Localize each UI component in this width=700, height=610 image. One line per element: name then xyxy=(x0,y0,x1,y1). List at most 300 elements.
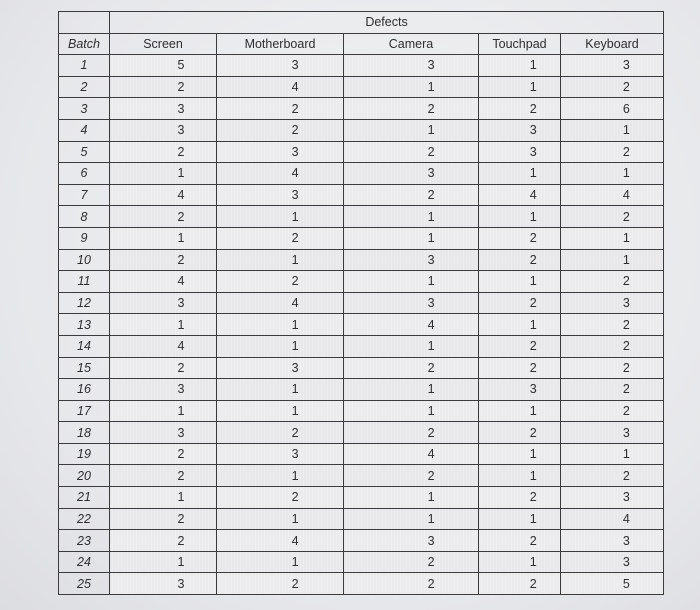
screen-cell xyxy=(110,530,217,552)
motherboard-value: 4 xyxy=(291,166,299,181)
motherboard-cell xyxy=(217,400,344,422)
camera-value: 1 xyxy=(427,490,435,505)
camera-cell xyxy=(344,422,479,444)
keyboard-value: 2 xyxy=(622,144,630,159)
keyboard-value: 3 xyxy=(622,533,630,548)
batch-cell: 23 xyxy=(59,530,110,552)
keyboard-value: 5 xyxy=(622,576,630,591)
camera-value: 1 xyxy=(427,274,435,289)
touchpad-value: 2 xyxy=(529,425,537,440)
camera-value: 3 xyxy=(427,252,435,267)
touchpad-value: 1 xyxy=(529,80,537,95)
screen-value: 3 xyxy=(177,425,185,440)
touchpad-cell xyxy=(479,314,561,336)
screen-cell xyxy=(110,271,217,293)
keyboard-value: 2 xyxy=(622,468,630,483)
camera-value: 3 xyxy=(427,58,435,73)
camera-cell xyxy=(344,76,479,98)
motherboard-value: 1 xyxy=(291,511,299,526)
motherboard-value: 2 xyxy=(291,490,299,505)
motherboard-cell xyxy=(217,314,344,336)
touchpad-cell xyxy=(479,357,561,379)
table-row xyxy=(59,422,664,444)
motherboard-value: 4 xyxy=(291,296,299,311)
table-row xyxy=(59,357,664,379)
motherboard-value: 1 xyxy=(291,468,299,483)
camera-value: 1 xyxy=(427,403,435,418)
screen-cell xyxy=(110,573,217,595)
keyboard-cell xyxy=(561,249,664,271)
motherboard-cell xyxy=(217,249,344,271)
motherboard-value: 3 xyxy=(291,447,299,462)
camera-cell xyxy=(344,227,479,249)
keyboard-cell xyxy=(561,422,664,444)
motherboard-cell xyxy=(217,508,344,530)
keyboard-value: 1 xyxy=(622,252,630,267)
table-row xyxy=(59,55,664,77)
camera-value: 2 xyxy=(427,468,435,483)
keyboard-cell xyxy=(561,551,664,573)
motherboard-cell xyxy=(217,551,344,573)
keyboard-value: 2 xyxy=(622,360,630,375)
touchpad-value: 2 xyxy=(529,339,537,354)
screen-value: 1 xyxy=(177,403,185,418)
keyboard-cell xyxy=(561,508,664,530)
screen-value: 2 xyxy=(177,511,185,526)
table-body xyxy=(59,55,664,595)
batch-cell: 10 xyxy=(59,249,110,271)
motherboard-value: 2 xyxy=(291,425,299,440)
table-row xyxy=(59,76,664,98)
touchpad-cell xyxy=(479,206,561,228)
motherboard-cell xyxy=(217,335,344,357)
table-row xyxy=(59,314,664,336)
column-header-screen: Screen xyxy=(110,33,217,55)
motherboard-value: 2 xyxy=(291,123,299,138)
screen-value: 2 xyxy=(177,447,185,462)
screen-cell xyxy=(110,443,217,465)
camera-value: 2 xyxy=(427,101,435,116)
motherboard-cell xyxy=(217,163,344,185)
keyboard-value: 4 xyxy=(622,511,630,526)
keyboard-cell xyxy=(561,163,664,185)
keyboard-value: 1 xyxy=(622,123,630,138)
keyboard-value: 2 xyxy=(622,317,630,332)
batch-cell: 12 xyxy=(59,292,110,314)
keyboard-cell xyxy=(561,379,664,401)
touchpad-value: 1 xyxy=(529,209,537,224)
motherboard-cell xyxy=(217,573,344,595)
touchpad-cell xyxy=(479,249,561,271)
keyboard-cell xyxy=(561,314,664,336)
keyboard-value: 4 xyxy=(622,188,630,203)
motherboard-value: 1 xyxy=(291,252,299,267)
camera-cell xyxy=(344,335,479,357)
screen-cell xyxy=(110,55,217,77)
camera-value: 1 xyxy=(427,339,435,354)
touchpad-value: 1 xyxy=(529,555,537,570)
screen-value: 2 xyxy=(177,360,185,375)
screen-cell xyxy=(110,163,217,185)
motherboard-cell xyxy=(217,379,344,401)
touchpad-cell xyxy=(479,141,561,163)
keyboard-cell xyxy=(561,119,664,141)
touchpad-cell xyxy=(479,379,561,401)
keyboard-value: 2 xyxy=(622,274,630,289)
table-row xyxy=(59,508,664,530)
screen-cell xyxy=(110,400,217,422)
motherboard-value: 1 xyxy=(291,382,299,397)
keyboard-value: 3 xyxy=(622,555,630,570)
screen-cell xyxy=(110,487,217,509)
motherboard-cell xyxy=(217,487,344,509)
motherboard-value: 1 xyxy=(291,339,299,354)
keyboard-cell xyxy=(561,184,664,206)
touchpad-cell xyxy=(479,292,561,314)
screen-cell xyxy=(110,508,217,530)
camera-value: 2 xyxy=(427,188,435,203)
group-header-row xyxy=(59,12,664,34)
camera-value: 2 xyxy=(427,576,435,591)
touchpad-value: 2 xyxy=(529,296,537,311)
camera-cell xyxy=(344,508,479,530)
screen-cell xyxy=(110,292,217,314)
batch-cell: 6 xyxy=(59,163,110,185)
screen-value: 1 xyxy=(177,555,185,570)
motherboard-cell xyxy=(217,292,344,314)
table-row xyxy=(59,400,664,422)
touchpad-value: 1 xyxy=(529,166,537,181)
camera-value: 4 xyxy=(427,447,435,462)
batch-cell: 21 xyxy=(59,487,110,509)
keyboard-cell xyxy=(561,55,664,77)
table-row xyxy=(59,119,664,141)
keyboard-cell xyxy=(561,206,664,228)
motherboard-cell xyxy=(217,55,344,77)
table-row xyxy=(59,443,664,465)
table-row xyxy=(59,292,664,314)
motherboard-value: 2 xyxy=(291,231,299,246)
batch-cell: 17 xyxy=(59,400,110,422)
screen-cell xyxy=(110,379,217,401)
camera-cell xyxy=(344,551,479,573)
motherboard-value: 3 xyxy=(291,360,299,375)
touchpad-cell xyxy=(479,119,561,141)
camera-cell xyxy=(344,400,479,422)
keyboard-value: 2 xyxy=(622,403,630,418)
batch-cell: 1 xyxy=(59,55,110,77)
camera-cell xyxy=(344,98,479,120)
motherboard-cell xyxy=(217,530,344,552)
touchpad-cell xyxy=(479,551,561,573)
screen-cell xyxy=(110,119,217,141)
defects-table xyxy=(58,11,664,595)
batch-cell: 9 xyxy=(59,227,110,249)
batch-cell: 20 xyxy=(59,465,110,487)
screen-value: 2 xyxy=(177,252,185,267)
camera-cell xyxy=(344,487,479,509)
screen-value: 2 xyxy=(177,468,185,483)
touchpad-value: 1 xyxy=(529,403,537,418)
keyboard-cell xyxy=(561,141,664,163)
camera-value: 3 xyxy=(427,166,435,181)
defects-group-header: Defects xyxy=(110,12,664,34)
screen-value: 1 xyxy=(177,231,185,246)
keyboard-cell xyxy=(561,400,664,422)
batch-cell: 3 xyxy=(59,98,110,120)
table-row xyxy=(59,141,664,163)
camera-cell xyxy=(344,357,479,379)
camera-cell xyxy=(344,271,479,293)
camera-value: 2 xyxy=(427,555,435,570)
touchpad-cell xyxy=(479,76,561,98)
screen-value: 2 xyxy=(177,209,185,224)
touchpad-cell xyxy=(479,465,561,487)
batch-cell: 19 xyxy=(59,443,110,465)
table-row xyxy=(59,573,664,595)
screen-value: 5 xyxy=(177,58,185,73)
table-row xyxy=(59,379,664,401)
camera-cell xyxy=(344,292,479,314)
motherboard-value: 1 xyxy=(291,317,299,332)
table-row xyxy=(59,551,664,573)
motherboard-cell xyxy=(217,443,344,465)
touchpad-value: 1 xyxy=(529,58,537,73)
screen-value: 1 xyxy=(177,317,185,332)
batch-cell: 11 xyxy=(59,271,110,293)
keyboard-cell xyxy=(561,76,664,98)
keyboard-value: 1 xyxy=(622,166,630,181)
screen-cell xyxy=(110,76,217,98)
table-row xyxy=(59,335,664,357)
motherboard-cell xyxy=(217,76,344,98)
touchpad-value: 3 xyxy=(529,123,537,138)
screen-cell xyxy=(110,551,217,573)
batch-cell: 2 xyxy=(59,76,110,98)
motherboard-cell xyxy=(217,206,344,228)
touchpad-cell xyxy=(479,443,561,465)
screen-value: 3 xyxy=(177,296,185,311)
keyboard-value: 2 xyxy=(622,382,630,397)
keyboard-cell xyxy=(561,227,664,249)
keyboard-cell xyxy=(561,573,664,595)
touchpad-cell xyxy=(479,163,561,185)
table-row xyxy=(59,465,664,487)
keyboard-value: 2 xyxy=(622,339,630,354)
screen-value: 3 xyxy=(177,382,185,397)
motherboard-value: 2 xyxy=(291,274,299,289)
motherboard-value: 4 xyxy=(291,533,299,548)
keyboard-value: 3 xyxy=(622,490,630,505)
motherboard-cell xyxy=(217,141,344,163)
touchpad-cell xyxy=(479,335,561,357)
keyboard-cell xyxy=(561,98,664,120)
keyboard-value: 2 xyxy=(622,80,630,95)
batch-cell: 18 xyxy=(59,422,110,444)
camera-cell xyxy=(344,184,479,206)
table-row xyxy=(59,249,664,271)
camera-value: 1 xyxy=(427,382,435,397)
touchpad-cell xyxy=(479,487,561,509)
batch-cell: 24 xyxy=(59,551,110,573)
camera-value: 2 xyxy=(427,425,435,440)
batch-cell: 25 xyxy=(59,573,110,595)
motherboard-value: 3 xyxy=(291,58,299,73)
table-row xyxy=(59,98,664,120)
motherboard-value: 3 xyxy=(291,188,299,203)
camera-cell xyxy=(344,443,479,465)
motherboard-value: 3 xyxy=(291,144,299,159)
screen-value: 3 xyxy=(177,123,185,138)
touchpad-value: 1 xyxy=(529,274,537,289)
batch-cell: 4 xyxy=(59,119,110,141)
camera-cell xyxy=(344,55,479,77)
column-header-row xyxy=(59,33,664,55)
camera-value: 1 xyxy=(427,123,435,138)
motherboard-cell xyxy=(217,357,344,379)
screen-cell xyxy=(110,184,217,206)
screen-cell xyxy=(110,422,217,444)
batch-cell: 5 xyxy=(59,141,110,163)
screen-cell xyxy=(110,206,217,228)
screen-value: 2 xyxy=(177,533,185,548)
touchpad-value: 3 xyxy=(529,144,537,159)
touchpad-value: 2 xyxy=(529,231,537,246)
batch-cell: 15 xyxy=(59,357,110,379)
motherboard-cell xyxy=(217,422,344,444)
column-header-motherboard: Motherboard xyxy=(217,33,344,55)
motherboard-cell xyxy=(217,98,344,120)
camera-cell xyxy=(344,530,479,552)
keyboard-value: 1 xyxy=(622,231,630,246)
keyboard-cell xyxy=(561,465,664,487)
table-row xyxy=(59,227,664,249)
camera-value: 1 xyxy=(427,231,435,246)
motherboard-cell xyxy=(217,119,344,141)
keyboard-value: 6 xyxy=(622,101,630,116)
keyboard-cell xyxy=(561,335,664,357)
batch-cell: 8 xyxy=(59,206,110,228)
keyboard-value: 3 xyxy=(622,425,630,440)
motherboard-value: 1 xyxy=(291,403,299,418)
keyboard-value: 3 xyxy=(622,58,630,73)
touchpad-cell xyxy=(479,508,561,530)
screen-cell xyxy=(110,98,217,120)
touchpad-cell xyxy=(479,422,561,444)
screen-value: 2 xyxy=(177,80,185,95)
touchpad-cell xyxy=(479,98,561,120)
table-row xyxy=(59,184,664,206)
motherboard-value: 1 xyxy=(291,209,299,224)
camera-cell xyxy=(344,379,479,401)
motherboard-value: 2 xyxy=(291,576,299,591)
touchpad-value: 1 xyxy=(529,511,537,526)
screen-value: 1 xyxy=(177,490,185,505)
touchpad-value: 1 xyxy=(529,317,537,332)
table-row xyxy=(59,530,664,552)
touchpad-cell xyxy=(479,184,561,206)
touchpad-value: 2 xyxy=(529,576,537,591)
screen-value: 3 xyxy=(177,101,185,116)
touchpad-cell xyxy=(479,530,561,552)
batch-cell: 16 xyxy=(59,379,110,401)
touchpad-value: 2 xyxy=(529,101,537,116)
keyboard-cell xyxy=(561,292,664,314)
touchpad-cell xyxy=(479,55,561,77)
camera-cell xyxy=(344,249,479,271)
screen-cell xyxy=(110,314,217,336)
keyboard-cell xyxy=(561,443,664,465)
touchpad-cell xyxy=(479,400,561,422)
keyboard-value: 2 xyxy=(622,209,630,224)
keyboard-value: 1 xyxy=(622,447,630,462)
touchpad-value: 3 xyxy=(529,382,537,397)
touchpad-cell xyxy=(479,573,561,595)
camera-value: 2 xyxy=(427,360,435,375)
screen-cell xyxy=(110,249,217,271)
column-header-touchpad: Touchpad xyxy=(479,33,561,55)
table-row xyxy=(59,206,664,228)
keyboard-value: 3 xyxy=(622,296,630,311)
camera-value: 2 xyxy=(427,144,435,159)
camera-cell xyxy=(344,314,479,336)
touchpad-value: 4 xyxy=(529,188,537,203)
motherboard-value: 1 xyxy=(291,555,299,570)
camera-value: 4 xyxy=(427,317,435,332)
screen-value: 4 xyxy=(177,188,185,203)
keyboard-cell xyxy=(561,271,664,293)
motherboard-cell xyxy=(217,465,344,487)
table-row xyxy=(59,487,664,509)
camera-cell xyxy=(344,573,479,595)
motherboard-cell xyxy=(217,184,344,206)
motherboard-cell xyxy=(217,271,344,293)
motherboard-cell xyxy=(217,227,344,249)
camera-value: 1 xyxy=(427,511,435,526)
touchpad-value: 2 xyxy=(529,252,537,267)
touchpad-value: 2 xyxy=(529,490,537,505)
camera-value: 1 xyxy=(427,80,435,95)
touchpad-cell xyxy=(479,271,561,293)
column-header-camera: Camera xyxy=(344,33,479,55)
keyboard-cell xyxy=(561,487,664,509)
screen-cell xyxy=(110,141,217,163)
screen-value: 2 xyxy=(177,144,185,159)
table-row xyxy=(59,271,664,293)
batch-cell: 22 xyxy=(59,508,110,530)
camera-value: 1 xyxy=(427,209,435,224)
touchpad-value: 2 xyxy=(529,533,537,548)
touchpad-value: 1 xyxy=(529,468,537,483)
camera-value: 3 xyxy=(427,533,435,548)
keyboard-cell xyxy=(561,357,664,379)
screen-cell xyxy=(110,227,217,249)
touchpad-value: 1 xyxy=(529,447,537,462)
camera-cell xyxy=(344,119,479,141)
screen-cell xyxy=(110,335,217,357)
screen-value: 1 xyxy=(177,166,185,181)
touchpad-cell xyxy=(479,227,561,249)
column-header-batch: Batch xyxy=(59,33,110,55)
camera-cell xyxy=(344,465,479,487)
screen-cell xyxy=(110,465,217,487)
table-row xyxy=(59,163,664,185)
screen-value: 4 xyxy=(177,339,185,354)
screen-value: 4 xyxy=(177,274,185,289)
camera-cell xyxy=(344,163,479,185)
screen-cell xyxy=(110,357,217,379)
batch-cell: 14 xyxy=(59,335,110,357)
